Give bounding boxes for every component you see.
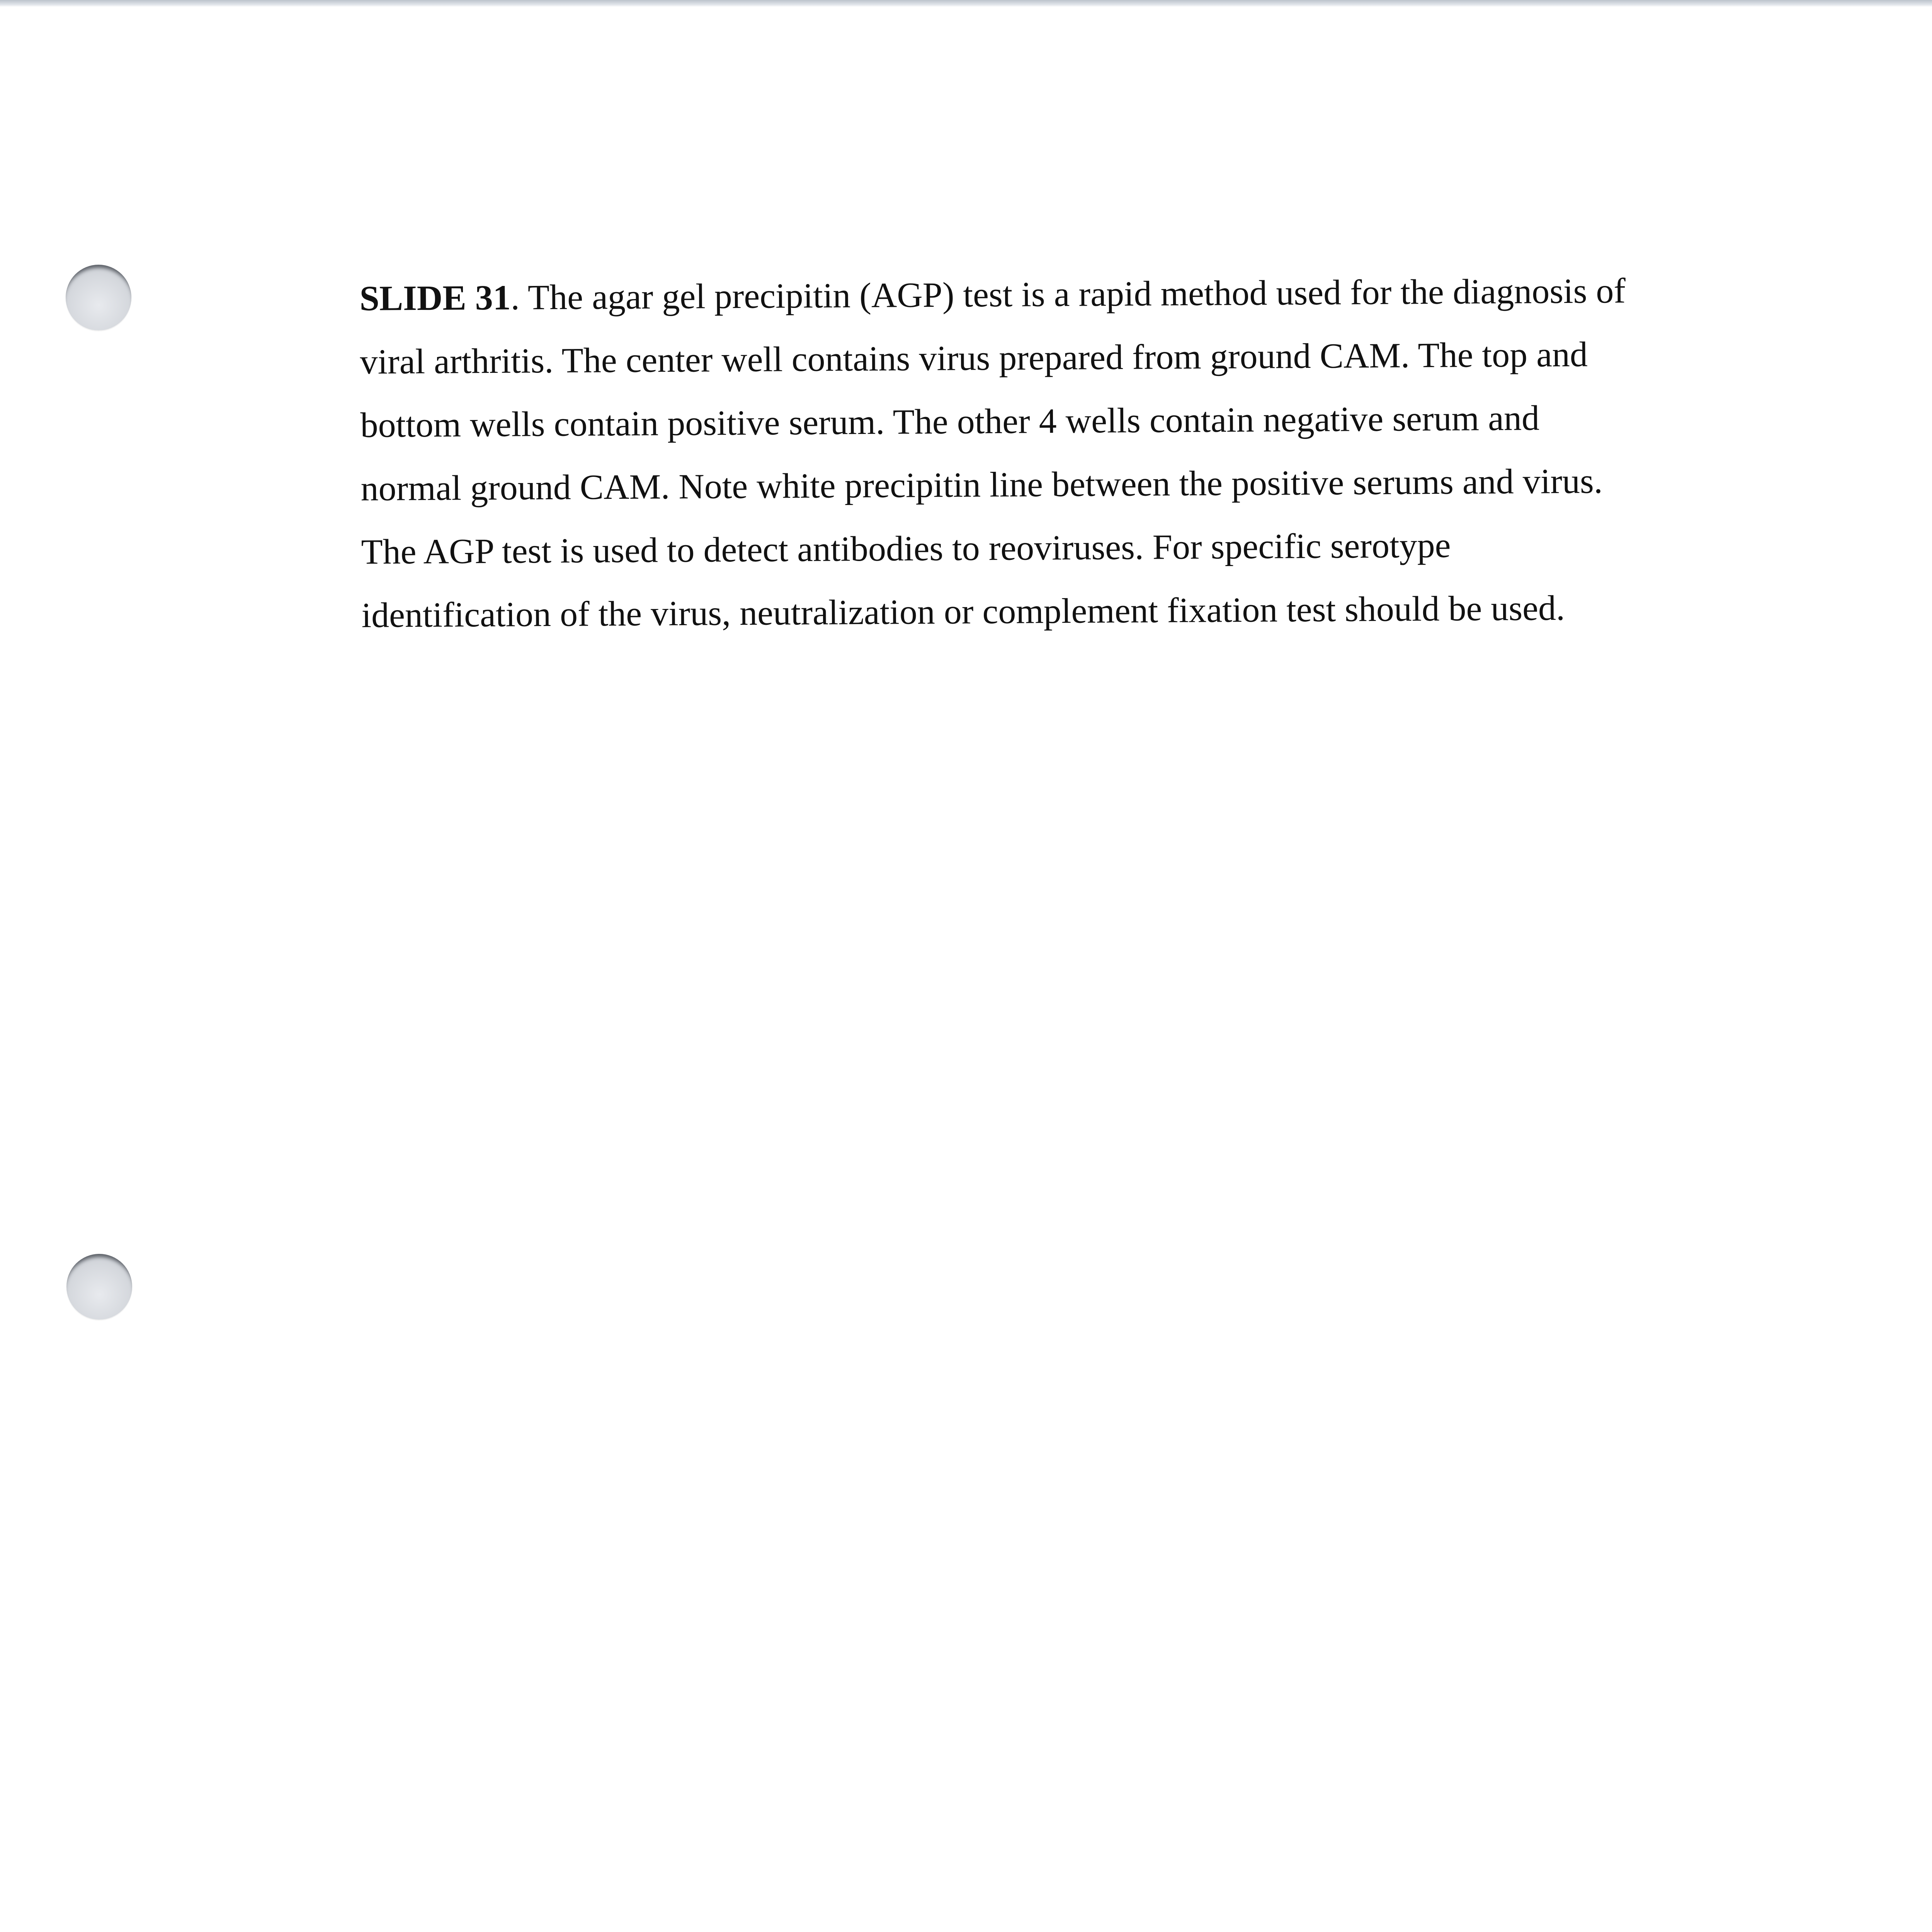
scan-top-edge bbox=[0, 0, 1932, 7]
text-line-4: normal ground CAM. Note white precipitin line between the positive serums and virus. bbox=[361, 461, 1603, 508]
text-line-5: The AGP test is used to detect antibodies to reoviruses. For specific serotype bbox=[361, 525, 1451, 571]
text-line-3: bottom wells contain positive serum. The other 4 wells contain negative serum and bbox=[360, 398, 1540, 445]
slide-label: SLIDE 31 bbox=[359, 277, 511, 318]
text-line-2: viral arthritis. The center well contains virus prepared from ground CAM. The top and bbox=[360, 334, 1588, 381]
punch-hole-middle bbox=[66, 1254, 132, 1320]
text-line-1 bbox=[359, 259, 1689, 330]
text-line-1-content: . The agar gel precipitin (AGP) test is a rapid method used for the diagnosis of bbox=[510, 270, 1626, 317]
slide-description bbox=[359, 259, 1691, 647]
text-line-6: identification of the virus, neutralization or complement fixation test should be used. bbox=[361, 588, 1565, 635]
punch-hole-top bbox=[66, 265, 131, 330]
